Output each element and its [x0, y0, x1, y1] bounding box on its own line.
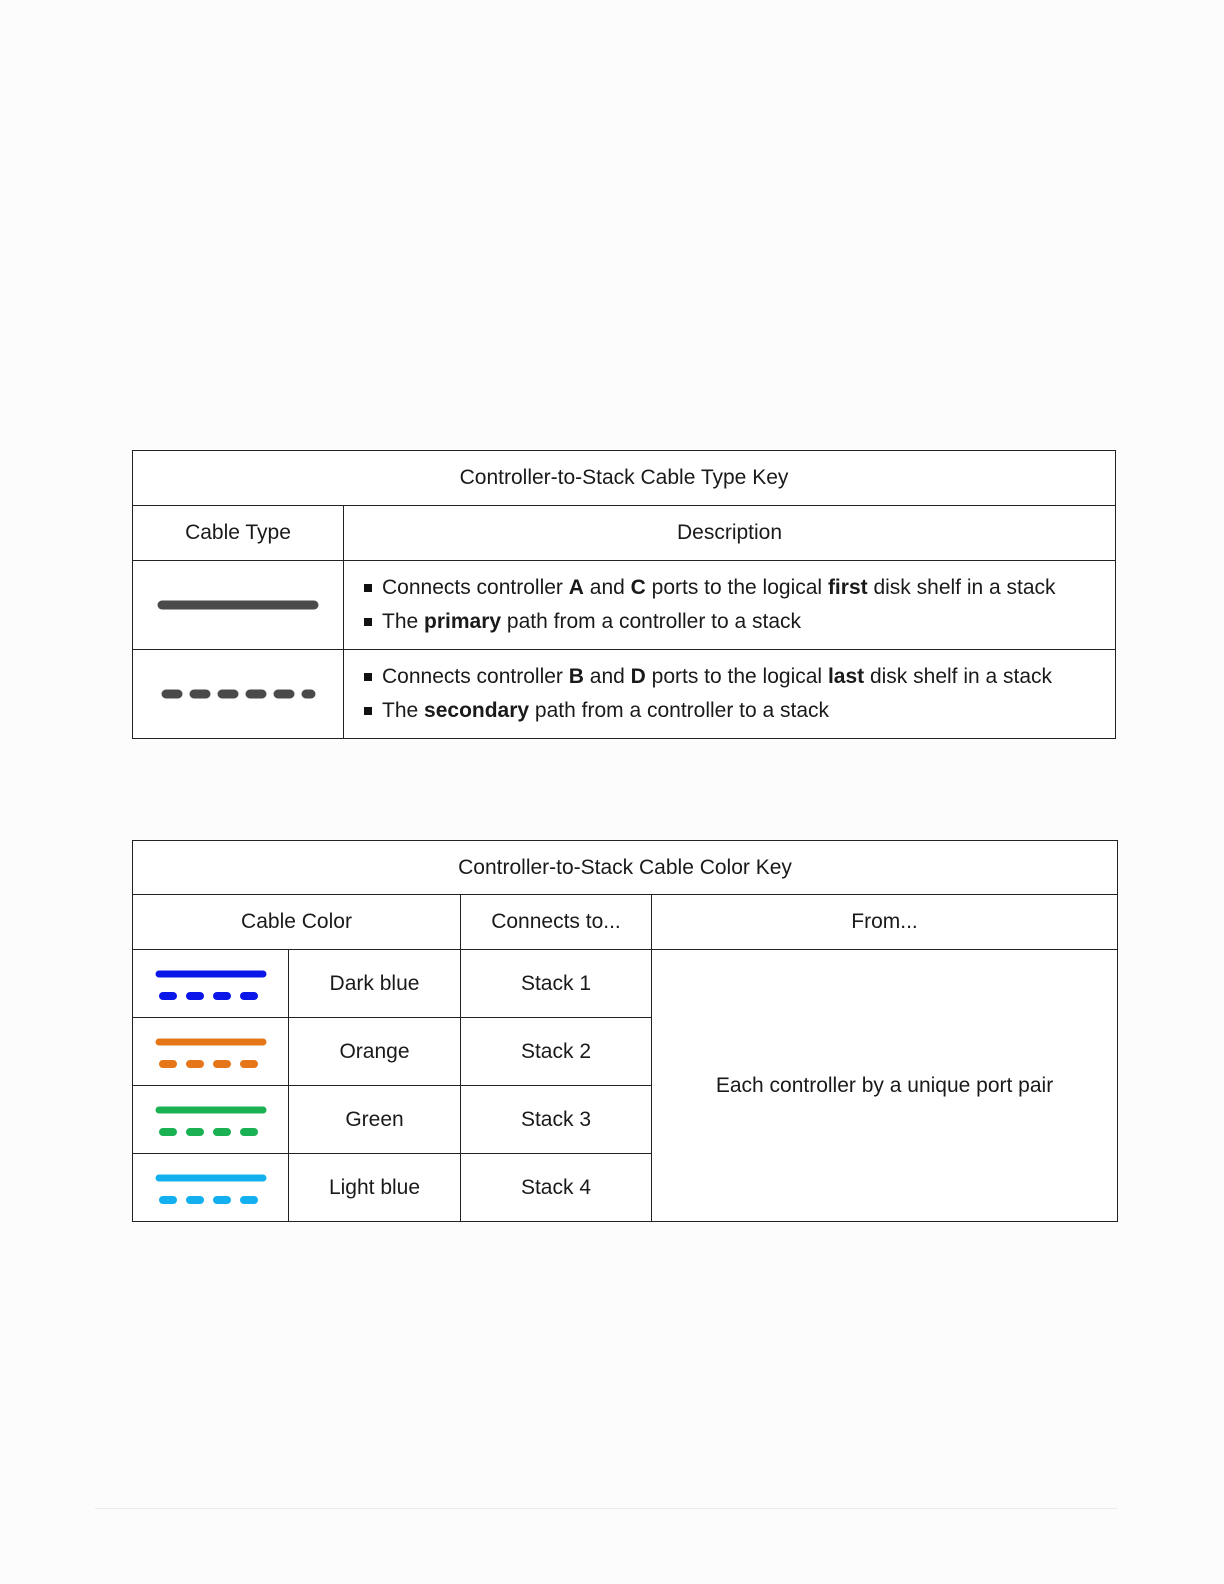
bullet-square-icon	[364, 673, 372, 681]
bullet-item: Connects controller A and C ports to the logical first disk shelf in a stack	[364, 571, 1115, 605]
green-cable-swatch-icon	[155, 1101, 267, 1139]
from-header: From...	[652, 895, 1118, 950]
color-swatch-cell	[133, 950, 289, 1018]
light-blue-cable-swatch-icon	[155, 1169, 267, 1207]
bullet-square-icon	[364, 707, 372, 715]
color-name: Orange	[289, 1018, 461, 1086]
cable-type-key-table	[132, 450, 1116, 739]
dashed-cable-line-icon	[156, 687, 320, 701]
bullet-item: The primary path from a controller to a stack	[364, 605, 1115, 639]
color-swatch-cell	[133, 1154, 289, 1222]
color-swatch-cell	[133, 1018, 289, 1086]
bullet-square-icon	[364, 618, 372, 626]
table-row	[133, 950, 1118, 1018]
from-value: Each controller by a unique port pair	[652, 950, 1118, 1222]
solid-line-sample	[133, 561, 344, 650]
cable-color-header: Cable Color	[133, 895, 461, 950]
stack-name: Stack 4	[461, 1154, 652, 1222]
stack-name: Stack 2	[461, 1018, 652, 1086]
cable-color-key-title: Controller-to-Stack Cable Color Key	[133, 841, 1118, 895]
cable-type-header: Cable Type	[133, 506, 344, 561]
bullet-item: Connects controller B and D ports to the logical last disk shelf in a stack	[364, 660, 1115, 694]
color-name: Light blue	[289, 1154, 461, 1222]
stack-name: Stack 3	[461, 1086, 652, 1154]
color-name: Dark blue	[289, 950, 461, 1018]
bullet-square-icon	[364, 584, 372, 592]
solid-cable-line-icon	[156, 598, 320, 612]
secondary-path-description	[344, 650, 1116, 739]
footer-divider	[95, 1508, 1117, 1509]
connects-to-header: Connects to...	[461, 895, 652, 950]
color-name: Green	[289, 1086, 461, 1154]
primary-path-description	[344, 561, 1116, 650]
dark-blue-cable-swatch-icon	[155, 965, 267, 1003]
description-header: Description	[344, 506, 1116, 561]
bullet-item: The secondary path from a controller to a stack	[364, 694, 1115, 728]
orange-cable-swatch-icon	[155, 1033, 267, 1071]
cable-type-key-title: Controller-to-Stack Cable Type Key	[133, 451, 1116, 506]
dashed-line-sample	[133, 650, 344, 739]
stack-name: Stack 1	[461, 950, 652, 1018]
color-swatch-cell	[133, 1086, 289, 1154]
cable-color-key-table	[132, 840, 1118, 1222]
